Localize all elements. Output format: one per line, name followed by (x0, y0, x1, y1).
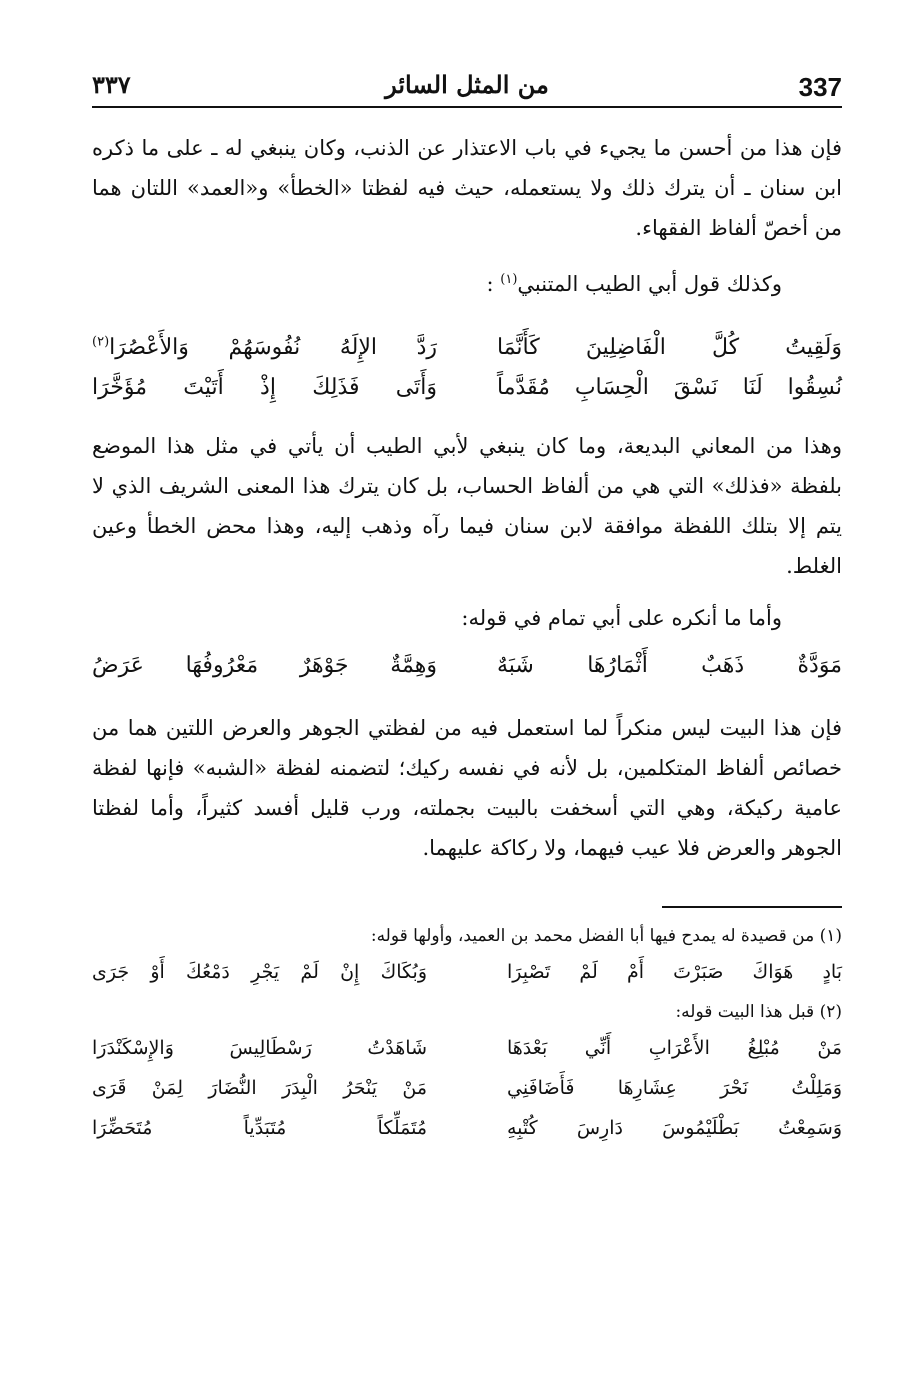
first-hemistich: مَوَدَّةٌ ذَهَبٌ أَثْمَارُهَا شَبَهٌ (497, 653, 842, 678)
second-hemistich: مُتَمَلِّكاً مُتَبَدِّياً مُتَحَضِّرَا (92, 1117, 427, 1139)
paragraph-2: وهذا من المعاني البديعة، وما كان ينبغي لأبي الطيب أن يأتي في مثل هذا الموضع بلفظة «فذلك» التي هي من ألفاظ الحساب، بل كان يترك هذا المعنى الشريف الذي لا يتم إلا بتلك اللفظة موافقة لابن سنان فيما رآه وذهب إليه، وهذا محض الخطأ وعين الغلط. (92, 434, 842, 578)
running-header (92, 62, 842, 108)
second-hemistich: مَنْ يَنْحَرُ الْبِدَرَ النُّضَارَ لِمَنْ قَرَى (92, 1077, 427, 1099)
footnote-verse-line (92, 952, 842, 992)
verse-line (92, 328, 842, 368)
verse-intro-1-colon: : (486, 272, 494, 296)
first-hemistich: مَنْ مُبْلِغُ الأَعْرَابِ أَنِّي بَعْدَهَا (507, 1037, 842, 1059)
footnote-ref-1: (١) (500, 272, 518, 287)
footnote-verse-line (92, 1068, 842, 1108)
second-hemistich: وَأَتَى فَذَلِكَ إِذْ أَتَيْتَ مُؤَخَّرَا (92, 375, 437, 400)
first-hemistich: نُسِقُوا لَنَا نَسْقَ الْحِسَابِ مُقَدَّماً (497, 375, 842, 400)
first-hemistich: وَسَمِعْتُ بَطْلَيْمُوسَ دَارِسَ كُتْبِهِ (507, 1117, 842, 1139)
page-number-arabic: ٣٣٧ (92, 70, 131, 99)
footnote-ref-2: (٢) (92, 334, 110, 350)
second-hemistich: وَهِمَّةٌ جَوْهَرٌ مَعْرُوفُهَا عَرَضُ (92, 653, 437, 678)
verse-line (92, 368, 842, 408)
paragraph-1: فإن هذا من أحسن ما يجيء في باب الاعتذار عن الذنب، وكان ينبغي له ـ على ما ذكره ابن سنان ـ أن يترك ذلك ولا يستعمله، حيث فيه لفظتا «الخطأ» و«العمد» اللتان هما من أخصّ ألفاظ الفقهاء. (92, 136, 842, 240)
book-page (92, 62, 842, 1148)
running-title: من المثل السائر (385, 70, 549, 99)
footnotes (92, 920, 842, 1148)
verse-line (92, 646, 842, 686)
second-hemistich: وَبُكَاكَ إِنْ لَمْ يَجْرِ دَمْعُكَ أَوْ جَرَى (92, 961, 427, 983)
second-hemistich (92, 328, 437, 368)
footnote-2-text: (٢) قبل هذا البيت قوله: (675, 1002, 842, 1022)
verse-block-1 (92, 328, 842, 408)
first-hemistich: بَادٍ هَوَاكَ صَبَرْتَ أَمْ لَمْ تَصْبِرَا (507, 961, 842, 983)
footnote-divider (662, 906, 842, 908)
second-hemistich: شَاهَدْتُ رَسْطَالِيسَ وَالإِسْكَنْدَرَا (92, 1037, 427, 1059)
second-hemistich-text: رَدَّ الإِلَهُ نُفُوسَهُمْ وَالأَعْصُرَا (109, 335, 437, 360)
verse-intro-2: وأما ما أنكره على أبي تمام في قوله: (461, 606, 782, 630)
verse-block-2 (92, 646, 842, 686)
paragraph-3: فإن هذا البيت ليس منكراً لما استعمل فيه من لفظتي الجوهر والعرض اللتين هما من خصائص ألفاظ المتكلمين، بل لأنه في نفسه ركيك؛ لتضمنه لفظة «الشبه» فإنها لفظة عامية ركيكة، وهي التي أسخفت بالبيت بجملته، ورب قليل أفسد كثيراً، وأما لفظتا الجوهر والعرض فلا عيب فيهما، ولا ركاكة عليهما. (92, 716, 842, 860)
first-hemistich: وَلَقِيتُ كُلَّ الْفَاضِلِينَ كَأَنَّمَا (497, 335, 842, 360)
verse-intro-1-text: وكذلك قول أبي الطيب المتنبي (517, 272, 782, 296)
first-hemistich: وَمَلِلْتُ نَحْرَ عِشَارِهَا فَأَضَافَنِي (507, 1077, 842, 1099)
footnote-1-text: (١) من قصيدة له يمدح فيها أبا الفضل محمد بن العميد، وأولها قوله: (370, 926, 842, 946)
footnote-verse-line (92, 1028, 842, 1068)
footnote-verse-line (92, 1108, 842, 1148)
verse-intro-1 (92, 264, 842, 304)
page-number-latin: 337 (798, 72, 842, 102)
